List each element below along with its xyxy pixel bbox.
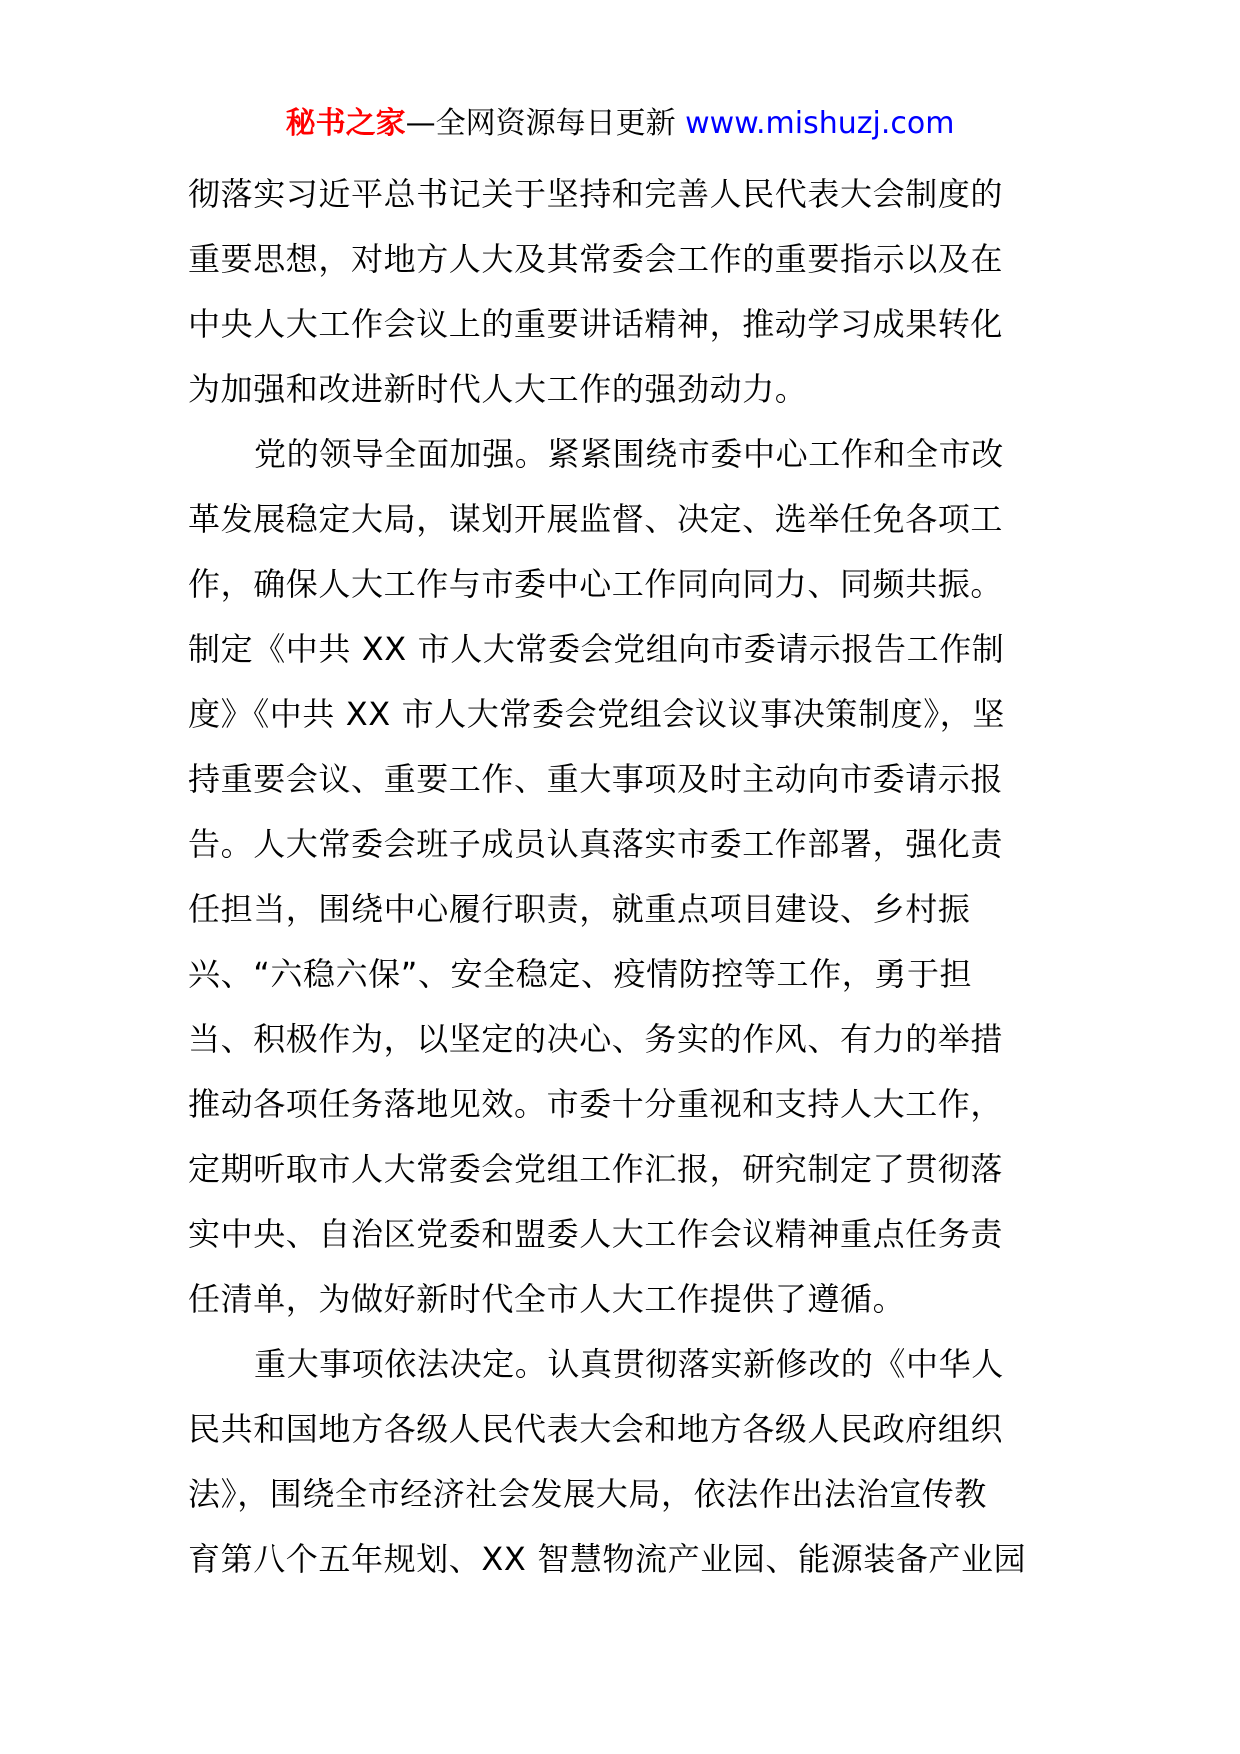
document-body	[188, 162, 1058, 1592]
text-line: 制定《中共 XX 市人大常委会党组向市委请示报告工作制	[188, 630, 1005, 668]
site-slogan: —全网资源每日更新	[405, 106, 676, 141]
text-line: 重要思想，对地方人大及其常委会工作的重要指示以及在	[188, 240, 1004, 278]
text-line: 任担当，围绕中心履行职责，就重点项目建设、乡村振	[188, 890, 971, 928]
site-brand: 秘书之家	[285, 106, 406, 141]
text-line: 民共和国地方各级人民代表大会和地方各级人民政府组织	[188, 1410, 1004, 1448]
text-line: 告。人大常委会班子成员认真落实市委工作部署，强化责	[188, 825, 1004, 863]
text-line: 革发展稳定大局，谋划开展监督、决定、选举任免各项工	[188, 500, 1004, 538]
text-line: 兴、“六稳六保”、安全稳定、疫情防控等工作，勇于担	[188, 955, 973, 993]
text-line: 法》，围绕全市经济社会发展大局，依法作出法治宣传教	[188, 1475, 988, 1513]
text-line: 当、积极作为，以坚定的决心、务实的作风、有力的举措	[188, 1020, 1004, 1058]
text-line: 推动各项任务落地见效。市委十分重视和支持人大工作，	[188, 1085, 1004, 1123]
paragraph-continued	[188, 162, 1058, 422]
text-line: 为加强和改进新时代人大工作的强劲动力。	[188, 370, 808, 408]
site-url-link[interactable]: www.mishuzj.com	[685, 106, 955, 141]
text-line: 彻落实习近平总书记关于坚持和完善人民代表大会制度的	[188, 175, 1004, 213]
text-line: 中央人大工作会议上的重要讲话精神，推动学习成果转化	[188, 305, 1004, 343]
site-header	[0, 104, 1240, 144]
text-line: 任清单，为做好新时代全市人大工作提供了遵循。	[188, 1280, 906, 1318]
text-line: 育第八个五年规划、XX 智慧物流产业园、能源装备产业园	[188, 1540, 1027, 1578]
text-line: 度》《中共 XX 市人大常委会党组会议议事决策制度》，坚	[188, 695, 1005, 733]
paragraph-party-leadership	[188, 422, 1058, 1332]
text-line: 党的领导全面加强。紧紧围绕市委中心工作和全市改	[254, 435, 1004, 473]
text-line: 持重要会议、重要工作、重大事项及时主动向市委请示报	[188, 760, 1004, 798]
paragraph-major-decisions	[188, 1332, 1058, 1592]
text-line: 定期听取市人大常委会党组工作汇报，研究制定了贯彻落	[188, 1150, 1004, 1188]
text-line: 实中央、自治区党委和盟委人大工作会议精神重点任务责	[188, 1215, 1004, 1253]
text-line: 重大事项依法决定。认真贯彻落实新修改的《中华人	[254, 1345, 1004, 1383]
text-line: 作，确保人大工作与市委中心工作同向同力、同频共振。	[188, 565, 1004, 603]
